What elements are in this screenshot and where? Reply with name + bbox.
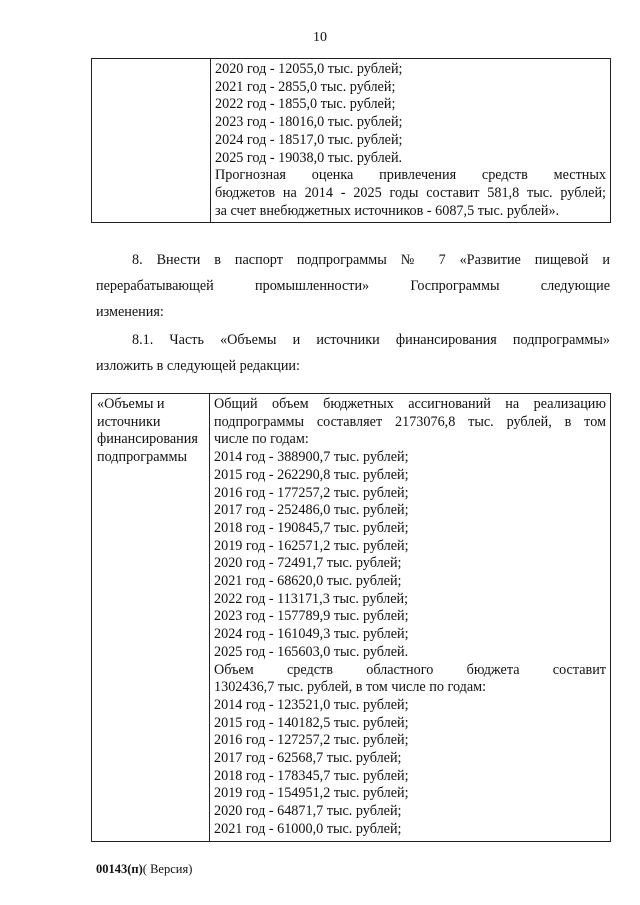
document-code: 00143(п)	[96, 862, 143, 876]
regional-year-line: 2019 год - 154951,2 тыс. рублей;	[214, 785, 409, 802]
regional-intro-line: Объем средств областного бюджета составит	[214, 661, 606, 678]
paragraph-8-1-line: 8.1. Часть «Объемы и источники финансирования подпрограммы»	[132, 332, 610, 348]
total-year-line: 2016 год - 177257,2 тыс. рублей;	[214, 484, 409, 501]
document-version: ( Версия)	[142, 862, 193, 876]
paragraph-8-1	[96, 327, 610, 379]
paragraph-8-line: перерабатывающей промышленности» Госпрограммы следующие	[96, 278, 610, 294]
funding-by-year-cell	[211, 59, 611, 223]
label-line: «Объемы и	[97, 396, 165, 412]
label-line: финансирования	[97, 431, 198, 448]
funding-value-cell	[210, 394, 611, 842]
intro-line: Общий объем бюджетных ассигнований на реализацию	[214, 396, 606, 412]
total-year-line: 2017 год - 252486,0 тыс. рублей;	[214, 502, 409, 519]
total-year-line: 2023 год - 157789,9 тыс. рублей;	[214, 608, 409, 625]
regional-year-line: 2015 год - 140182,5 тыс. рублей;	[214, 714, 409, 731]
year-line: 2025 год - 19038,0 тыс. рублей.	[215, 149, 403, 166]
paragraph-8	[96, 247, 610, 325]
regional-year-line: 2017 год - 62568,7 тыс. рублей;	[214, 750, 402, 767]
regional-year-line: 2018 год - 178345,7 тыс. рублей;	[214, 767, 409, 784]
paragraph-8-line: изменения:	[96, 304, 164, 320]
total-year-line: 2014 год - 388900,7 тыс. рублей;	[214, 449, 409, 466]
empty-label-cell	[92, 59, 211, 223]
forecast-line: за счет внебюджетных источников - 6087,5 тыс. рублей».	[215, 202, 560, 219]
total-year-line: 2018 год - 190845,7 тыс. рублей;	[214, 519, 409, 536]
total-year-line: 2021 год - 68620,0 тыс. рублей;	[214, 573, 402, 590]
page-number: 10	[313, 30, 327, 45]
funding-label-cell	[92, 394, 210, 842]
total-year-line: 2024 год - 161049,3 тыс. рублей;	[214, 626, 409, 643]
paragraph-8-1-line: изложить в следующей редакции:	[96, 358, 300, 374]
year-line: 2023 год - 18016,0 тыс. рублей;	[215, 114, 403, 131]
label-line: источники	[97, 413, 161, 430]
forecast-line: бюджетов на 2014 - 2025 годы составит 581,8 тыс. рублей;	[215, 184, 606, 201]
label-line: подпрограммы	[97, 449, 187, 466]
year-line: 2021 год - 2855,0 тыс. рублей;	[215, 78, 396, 95]
regional-year-line: 2016 год - 127257,2 тыс. рублей;	[214, 732, 409, 749]
total-year-line: 2015 год - 262290,8 тыс. рублей;	[214, 466, 409, 483]
year-line: 2020 год - 12055,0 тыс. рублей;	[215, 61, 403, 77]
total-year-line: 2019 год - 162571,2 тыс. рублей;	[214, 537, 409, 554]
regional-intro-line: 1302436,7 тыс. рублей, в том числе по годам:	[214, 679, 487, 696]
continuation-table	[91, 58, 611, 223]
total-year-line: 2025 год - 165603,0 тыс. рублей.	[214, 643, 409, 660]
intro-line: подпрограммы составляет 2173076,8 тыс. рублей, в том	[214, 413, 606, 430]
regional-year-line: 2021 год - 61000,0 тыс. рублей;	[214, 820, 402, 837]
funding-table	[91, 393, 611, 842]
document-footer	[96, 862, 192, 877]
year-line: 2022 год - 1855,0 тыс. рублей;	[215, 96, 396, 113]
total-year-line: 2020 год - 72491,7 тыс. рублей;	[214, 555, 402, 572]
regional-year-line: 2020 год - 64871,7 тыс. рублей;	[214, 803, 402, 820]
total-year-line: 2022 год - 113171,3 тыс. рублей;	[214, 590, 409, 607]
regional-year-line: 2014 год - 123521,0 тыс. рублей;	[214, 696, 409, 713]
intro-line: числе по годам:	[214, 431, 309, 448]
forecast-line: Прогнозная оценка привлечения средств местных	[215, 167, 606, 184]
paragraph-8-line: 8. Внести в паспорт подпрограммы № 7 «Развитие пищевой и	[132, 252, 610, 268]
year-line: 2024 год - 18517,0 тыс. рублей;	[215, 131, 403, 148]
